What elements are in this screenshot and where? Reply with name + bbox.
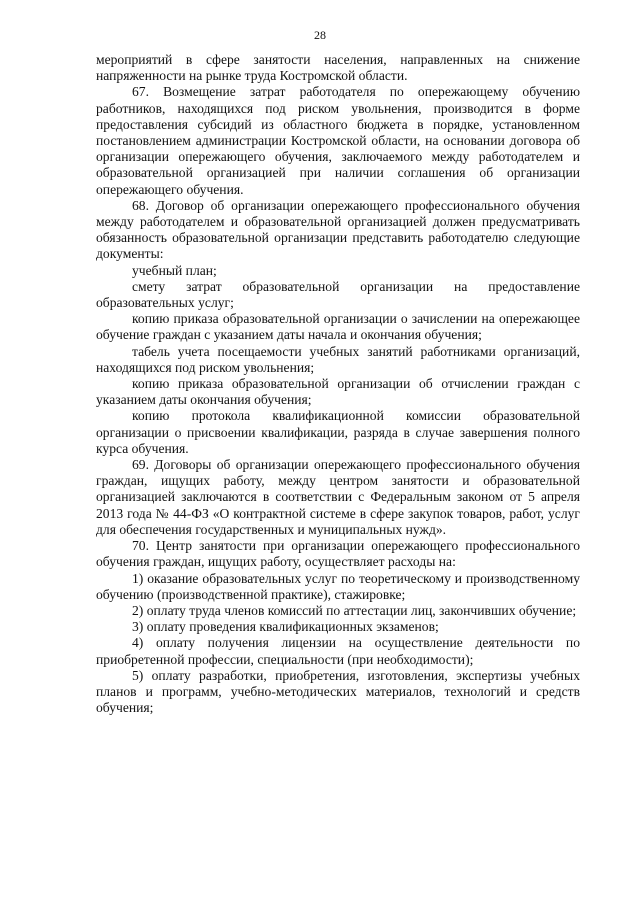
list-item-3: 3) оплату проведения квалификационных экзаменов; [132, 619, 439, 635]
paragraph-67: 67. Возмещение затрат работодателя по опережающему обучению работников, находящихся под риском увольнения, производится в форме предоставления субсидий из областного бюджета в порядке, установленном постановлением администрации Костромской области, на основании договора об организации опережающего обучения, заключаемого между работодателем и образовательной организацией при наличии соглашения об организации опережающего обучения. [96, 84, 580, 197]
list-item-4: 4) оплату получения лицензии на осуществление деятельности по приобретенной профессии, специальности (при необходимости); [96, 635, 580, 667]
list-item-expulsion-order: копию приказа образовательной организации об отчислении граждан с указанием даты окончания обучения; [96, 376, 580, 408]
list-item-1: 1) оказание образовательных услуг по теоретическому и производственному обучению (производственной практике), стажировке; [96, 570, 580, 602]
paragraph-68: 68. Договор об организации опережающего профессионального обучения между работодателем и образовательной организацией должен предусматривать обязанность образовательной организации представить работодателю следующие документы: [96, 197, 580, 262]
paragraph-70: 70. Центр занятости при организации опережающего профессионального обучения граждан, ищущих работу, осуществляет расходы на: [96, 538, 580, 570]
list-item-5: 5) оплату разработки, приобретения, изготовления, экспертизы учебных планов и программ, учебно-методических материалов, технологий и средств обучения; [96, 667, 580, 716]
list-item-2: 2) оплату труда членов комиссий по аттестации лиц, закончивших обучение; [132, 602, 577, 618]
paragraph-69: 69. Договоры об организации опережающего профессионального обучения граждан, ищущих работу, между центром занятости и образовательной организацией заключаются в соответствии с Федеральным законом от 5 апреля 2013 года № 44-ФЗ «О контрактной системе в сфере закупок товаров, работ, услуг для обеспечения государственных и муниципальных нужд». [96, 457, 580, 537]
list-item-enrollment-order: копию приказа образовательной организации о зачислении на опережающее обучение граждан с указанием даты начала и окончания обучения; [96, 311, 580, 343]
list-item-commission-protocol: копию протокола квалификационной комиссии образовательной организации о присвоении квалификации, разряда в случае завершения полного курса обучения. [96, 408, 580, 456]
paragraph-continuation: мероприятий в сфере занятости населения, направленных на снижение напряженности на рынке труда Костромской области. [96, 52, 580, 84]
list-item-cost-estimate: смету затрат образовательной организации на предоставление образовательных услуг; [96, 278, 580, 311]
document-body [96, 52, 580, 716]
list-item-attendance-sheet: табель учета посещаемости учебных занятий работниками организаций, находящихся под риском увольнения; [96, 343, 580, 375]
list-item-curriculum: учебный план; [132, 262, 217, 278]
page-number: 28 [314, 28, 326, 42]
